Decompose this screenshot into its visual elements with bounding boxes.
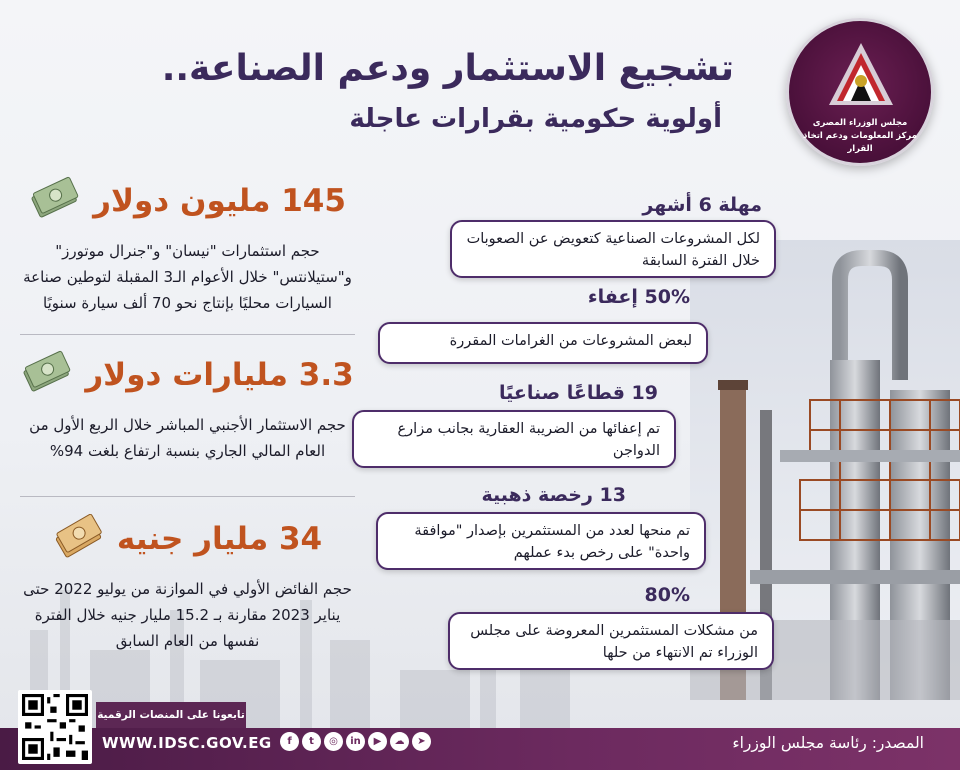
- decision-label-golden-licenses: 13 رخصة ذهبية: [481, 484, 626, 506]
- decision-card-grace-period: [450, 220, 776, 278]
- idsc-logo: [786, 18, 934, 166]
- dollar-bills-icon: [21, 350, 73, 400]
- dollar-bills-icon: [29, 176, 81, 226]
- source-credit: المصدر: رئاسة مجلس الوزراء: [732, 734, 924, 752]
- decision-text: من مشكلات المستثمرين المعروضة على مجلس الوزراء تم الانتهاء من حلها: [470, 623, 758, 661]
- follow-us-label: تابعونا على المنصات الرقمية: [96, 702, 246, 728]
- stat-divider: [20, 334, 355, 335]
- instagram-icon[interactable]: ◎: [324, 732, 343, 751]
- social-links: [280, 732, 431, 751]
- stat-description: حجم الفائض الأولي في الموازنة من يوليو 2022 حتى يناير 2023 مقارنة بـ 15.2 مليار جنيه خلال الفترة نفسها من العام السابق: [23, 580, 352, 650]
- qr-code-icon: [22, 694, 88, 760]
- linkedin-icon[interactable]: in: [346, 732, 365, 751]
- pound-notes-icon: [53, 514, 105, 564]
- decision-card-problems-solved: [448, 612, 774, 670]
- decision-text: تم إعفائها من الضريبة العقارية بجانب مزارع الدواجن: [397, 421, 660, 459]
- decision-label-sectors: 19 قطاعًا صناعيًا: [499, 382, 658, 404]
- decision-card-golden-licenses: [376, 512, 706, 570]
- twitter-icon[interactable]: t: [302, 732, 321, 751]
- decision-label-exemption: 50% إعفاء: [587, 286, 690, 308]
- stat-investments: [20, 176, 355, 316]
- decision-label-problems-solved: 80%: [644, 584, 690, 606]
- telegram-icon[interactable]: ➤: [412, 732, 431, 751]
- decision-text: تم منحها لعدد من المستثمرين بإصدار "موافقة واحدة" على رخص بدء عملهم: [414, 523, 690, 561]
- facebook-icon[interactable]: f: [280, 732, 299, 751]
- decision-card-sectors: [352, 410, 676, 468]
- youtube-icon[interactable]: ▶: [368, 732, 387, 751]
- stat-value: 3.3 مليارات دولار: [85, 357, 354, 393]
- logo-line-1: مجلس الوزراء المصرى: [812, 118, 908, 128]
- page-title: تشجيع الاستثمار ودعم الصناعة..: [161, 48, 734, 89]
- stat-surplus: [20, 514, 355, 654]
- eagle-emblem-icon: [825, 39, 897, 111]
- soundcloud-icon[interactable]: ☁: [390, 732, 409, 751]
- decision-text: لكل المشروعات الصناعية كتعويض عن الصعوبات خلال الفترة السابقة: [466, 231, 760, 269]
- stat-value: 34 مليار جنيه: [116, 521, 323, 557]
- logo-line-2: مركز المعلومات ودعم اتخاذ القرار: [803, 131, 917, 154]
- qr-code[interactable]: [18, 690, 92, 764]
- decision-card-exemption: [378, 322, 708, 364]
- stat-description: حجم الاستثمار الأجنبي المباشر خلال الربع الأول من العام المالي الجاري بنسبة ارتفاع بلغت 94%: [29, 416, 346, 460]
- stat-value: 145 مليون دولار: [93, 183, 346, 219]
- stat-divider: [20, 496, 355, 497]
- stat-description: حجم استثمارات "نيسان" و"جنرال موتورز" و"ستيلانتس" خلال الأعوام الـ3 المقبلة لتوطين صناعة السيارات محليًا بإنتاج نحو 70 ألف سيارة سنويًا: [23, 242, 352, 312]
- website-link[interactable]: WWW.IDSC.GOV.EG: [102, 734, 272, 752]
- decision-text: لبعض المشروعات من الغرامات المقررة: [449, 333, 692, 349]
- page-subtitle: أولوية حكومية بقرارات عاجلة: [349, 104, 722, 134]
- stat-fdi: [20, 350, 355, 464]
- decision-label-grace-period: مهلة 6 أشهر: [642, 194, 762, 216]
